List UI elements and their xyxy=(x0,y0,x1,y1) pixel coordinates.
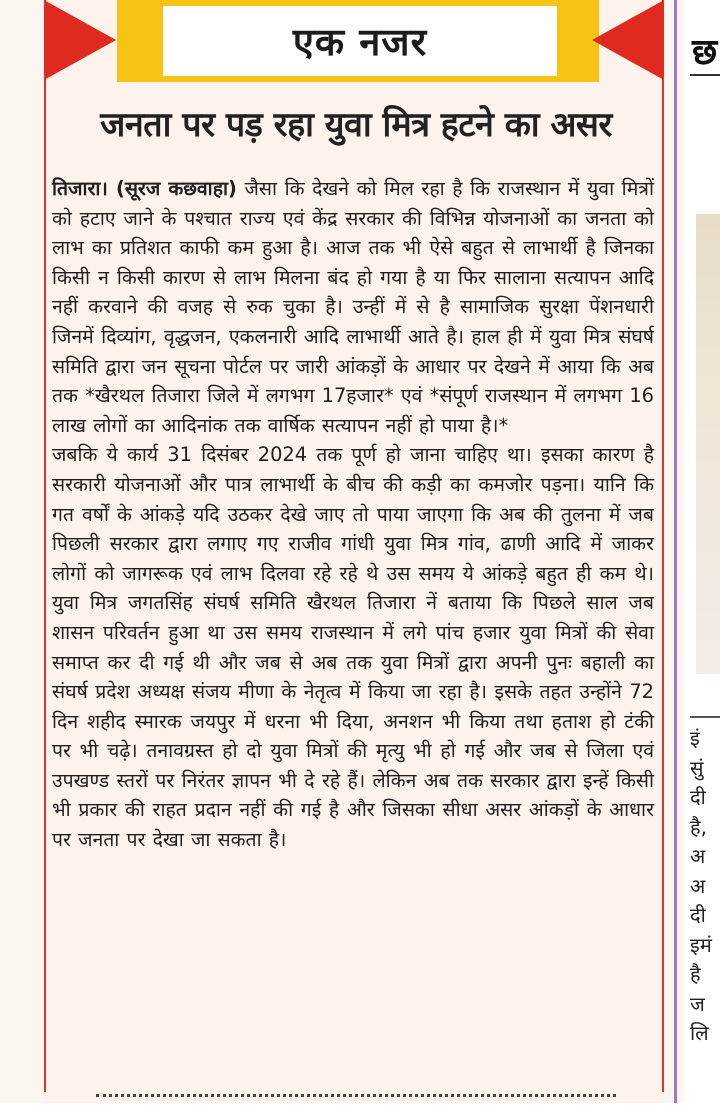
column-divider xyxy=(674,0,677,1103)
adjacent-line: इं xyxy=(690,726,700,750)
adjacent-line: है, xyxy=(690,814,707,839)
adjacent-line: दी xyxy=(690,903,706,927)
adjacent-rule xyxy=(690,74,720,76)
adjacent-line: इमं xyxy=(690,932,712,957)
adjacent-line: दी xyxy=(690,785,706,809)
adjacent-heading-fragment: छ xyxy=(692,32,718,73)
article-body xyxy=(52,174,654,855)
paragraph-1-text: जैसा कि देखने को मिल रहा है कि राजस्थान में युवा मित्रों को हटाए जाने के पश्चात राज्य एवं केंद्र सरकार की विभिन्न योजनाओं का जनता को लाभ का प्रतिशत काफी कम हुआ है। आज तक भी ऐसे बहुत से लाभार्थी है जिनका किसी न किसी कारण से लाभ मिलना बंद हो गया है या फिर सालाना सत्यापन आदि नहीं करवाने की वजह से रुक चुका है। उन्हीं में से है सामाजिक सुरक्षा पेंशनधारी जिनमें दिव्यांग, वृद्धजन, एकलनारी आदि लाभार्थी आते है। हाल ही में युवा मित्र संघर्ष समिति द्वारा जन सूचना पोर्टल पर जारी आंकड़ों के आधार पर देखने में आया कि अब तक *खैरथल तिजारा जिले में लगभग 17हजार* एवं *संपूर्ण राजस्थान में लगभग 16 लाख लोगों का आदिनांक तक वार्षिक सत्यापन नहीं हो पाया है।* xyxy=(52,177,655,437)
adjacent-line: अ xyxy=(690,873,706,898)
article-paragraph-1 xyxy=(52,174,654,440)
next-article-fragment xyxy=(96,1094,616,1106)
dateline: तिजारा। (सूरज कछवाहा) xyxy=(52,177,237,200)
article-paragraph-2: जबकि ये कार्य 31 दिसंबर 2024 तक पूर्ण हो जाना चाहिए था। इसका कारण है सरकारी योजनाओं और पात्र लाभार्थी के बीच की कड़ी का कमजोर पड़ना। यानि कि गत वर्षों के आंकड़े यदि उठकर देखे जाए तो पाया जाएगा कि अब की तुलना में जब पिछली सरकार द्वारा लगाए गए राजीव गांधी युवा मित्र गांव, ढाणी आदि में जाकर लोगों को जागरूक एवं लाभ दिलवा रहे रहे थे उस समय ये आंकड़े बहुत ही कम थे। युवा मित्र जगतसिंह संघर्ष समिति खैरथल तिजारा नें बताया कि पिछले साल जब शासन परिवर्तन हुआ था उस समय राजस्थान में लगे पांच हजार युवा मित्रों की सेवा समाप्त कर दी गई थी और जब से अब तक युवा मित्रों द्वारा अपनी पुनः बहाली का संघर्ष प्रदेश अध्यक्ष संजय मीणा के नेतृत्व में किया जा रहा है। इसके तहत उन्होंने 72 दिन शहीद स्मारक जयपुर में धरना भी दिया, अनशन भी किया तथा हताश हो टंकी पर भी चढ़े। तनावग्रस्त हो दो युवा मित्रों की मृत्यु भी हो गई और जब से जिला एवं उपखण्ड स्तरों पर निरंतर ज्ञापन भी दे रहे हैं। लेकिन अब तक सरकार द्वारा इन्हें किसी भी प्रकार की राहत प्रदान नहीं की गई है और जिसका सीधा असर आंकड़ों के आधार पर जनता पर देखा जा सकता है। xyxy=(52,443,654,852)
adjacent-line: अ xyxy=(690,844,706,868)
adjacent-line: ज xyxy=(690,991,705,1016)
adjacent-line: लि xyxy=(690,1021,709,1045)
adjacent-line: है xyxy=(690,962,701,986)
adjacent-photo xyxy=(696,214,720,674)
banner-left-arrow xyxy=(44,0,116,80)
article-headline: जनता पर पड़ रहा युवा मित्र हटने का असर xyxy=(100,105,612,145)
banner-right-arrow xyxy=(592,0,664,80)
adjacent-line: सुं xyxy=(690,755,704,780)
section-title-box xyxy=(163,6,557,76)
adjacent-column xyxy=(684,0,720,1103)
adjacent-text-fragments xyxy=(690,724,712,1049)
adjacent-rule-2 xyxy=(690,716,720,718)
section-title: एक नजर xyxy=(292,20,428,64)
